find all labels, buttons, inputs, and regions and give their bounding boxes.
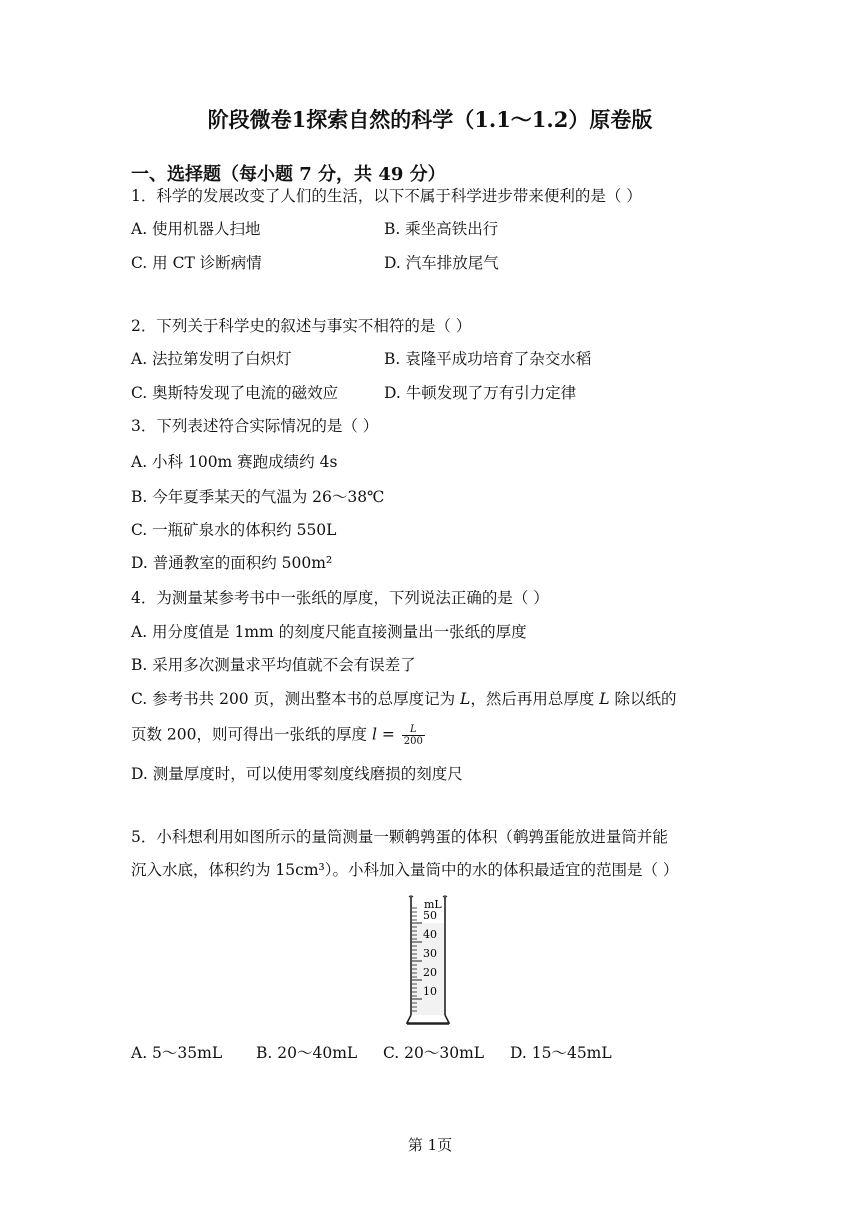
question-5-option-a: A. 5～35mL xyxy=(131,1044,223,1062)
fraction-denominator: 200 xyxy=(403,736,423,747)
option-c-text-2: ，然后再用总厚度 xyxy=(470,690,595,708)
tick-label-40: 40 xyxy=(423,928,437,941)
question-1-option-c: C. 用 CT 诊断病情 xyxy=(131,254,262,272)
cylinder-unit-label: mL xyxy=(424,898,442,911)
fraction-numerator: L xyxy=(402,724,425,736)
question-1-option-b: B. 乘坐高铁出行 xyxy=(384,220,499,238)
variable-l: l xyxy=(371,725,377,744)
question-5-stem-line2: 沉入水底，体积约为 15cm³）。小科加入量筒中的水的体积最适宜的范围是（ ） xyxy=(131,861,679,879)
question-5-option-c: C. 20～30mL xyxy=(383,1044,485,1062)
question-3-option-d: D. 普通教室的面积约 500m² xyxy=(131,554,333,572)
variable-L: L xyxy=(460,690,471,708)
question-2-option-a: A. 法拉第发明了白炽灯 xyxy=(131,350,292,368)
question-2-stem: 2．下列关于科学史的叙述与事实不相符的是（ ） xyxy=(131,317,472,335)
question-2-option-d: D. 牛顿发现了万有引力定律 xyxy=(384,384,577,402)
question-3-option-a: A. 小科 100m 赛跑成绩约 4s xyxy=(131,453,338,471)
question-4-option-b: B. 采用多次测量求平均值就不会有误差了 xyxy=(131,656,416,674)
question-3-option-c: C. 一瓶矿泉水的体积约 550L xyxy=(131,521,337,539)
question-4-stem: 4．为测量某参考书中一张纸的厚度，下列说法正确的是（ ） xyxy=(131,589,549,607)
fraction-L-over-200 xyxy=(402,724,425,747)
question-5-option-d: D. 15～45mL xyxy=(510,1044,612,1062)
question-4-option-d: D. 测量厚度时，可以使用零刻度线磨损的刻度尺 xyxy=(131,765,463,783)
question-4-option-a: A. 用分度值是 1mm 的刻度尺能直接测量出一张纸的厚度 xyxy=(131,623,527,641)
page-title: 阶段微卷1探索自然的科学（1.1～1.2）原卷版 xyxy=(207,107,653,132)
question-3-stem: 3．下列表述符合实际情况的是（ ） xyxy=(131,417,379,435)
question-5-option-b: B. 20～40mL xyxy=(256,1044,358,1062)
option-c-text-4: 页数 200，则可得出一张纸的厚度 xyxy=(131,725,368,744)
tick-label-50: 50 xyxy=(423,909,437,922)
cylinder-base xyxy=(407,1015,449,1023)
question-3-option-b: B. 今年夏季某天的气温为 26～38℃ xyxy=(131,488,385,506)
graduated-cylinder-figure xyxy=(404,893,456,1029)
tick-label-30: 30 xyxy=(423,947,437,960)
question-2-option-c: C. 奥斯特发现了电流的磁效应 xyxy=(131,384,339,402)
question-1-option-d: D. 汽车排放尾气 xyxy=(384,254,499,272)
question-2-option-b: B. 袁隆平成功培育了杂交水稻 xyxy=(384,350,592,368)
question-4-option-c-line1 xyxy=(131,689,677,709)
question-1-option-a: A. 使用机器人扫地 xyxy=(131,220,261,238)
tick-label-10: 10 xyxy=(423,985,437,998)
tick-label-20: 20 xyxy=(423,966,437,979)
question-1-stem: 1．科学的发展改变了人们的生活，以下不属于科学进步带来便利的是（ ） xyxy=(131,187,642,205)
variable-L-2: L xyxy=(599,690,610,708)
page-number: 第 1页 xyxy=(407,1136,453,1154)
option-c-text-3: 除以纸的 xyxy=(614,690,677,708)
option-c-text-1: C. 参考书共 200 页，测出整本书的总厚度记为 xyxy=(131,690,456,708)
section-heading: 一、选择题（每小题 7 分，共 49 分） xyxy=(131,164,446,185)
equals-sign: = xyxy=(376,725,400,744)
question-4-option-c-line2 xyxy=(131,724,425,747)
question-5-stem-line1: 5．小科想利用如图所示的量筒测量一颗鹌鹑蛋的体积（鹌鹑蛋能放进量筒并能 xyxy=(131,828,668,846)
